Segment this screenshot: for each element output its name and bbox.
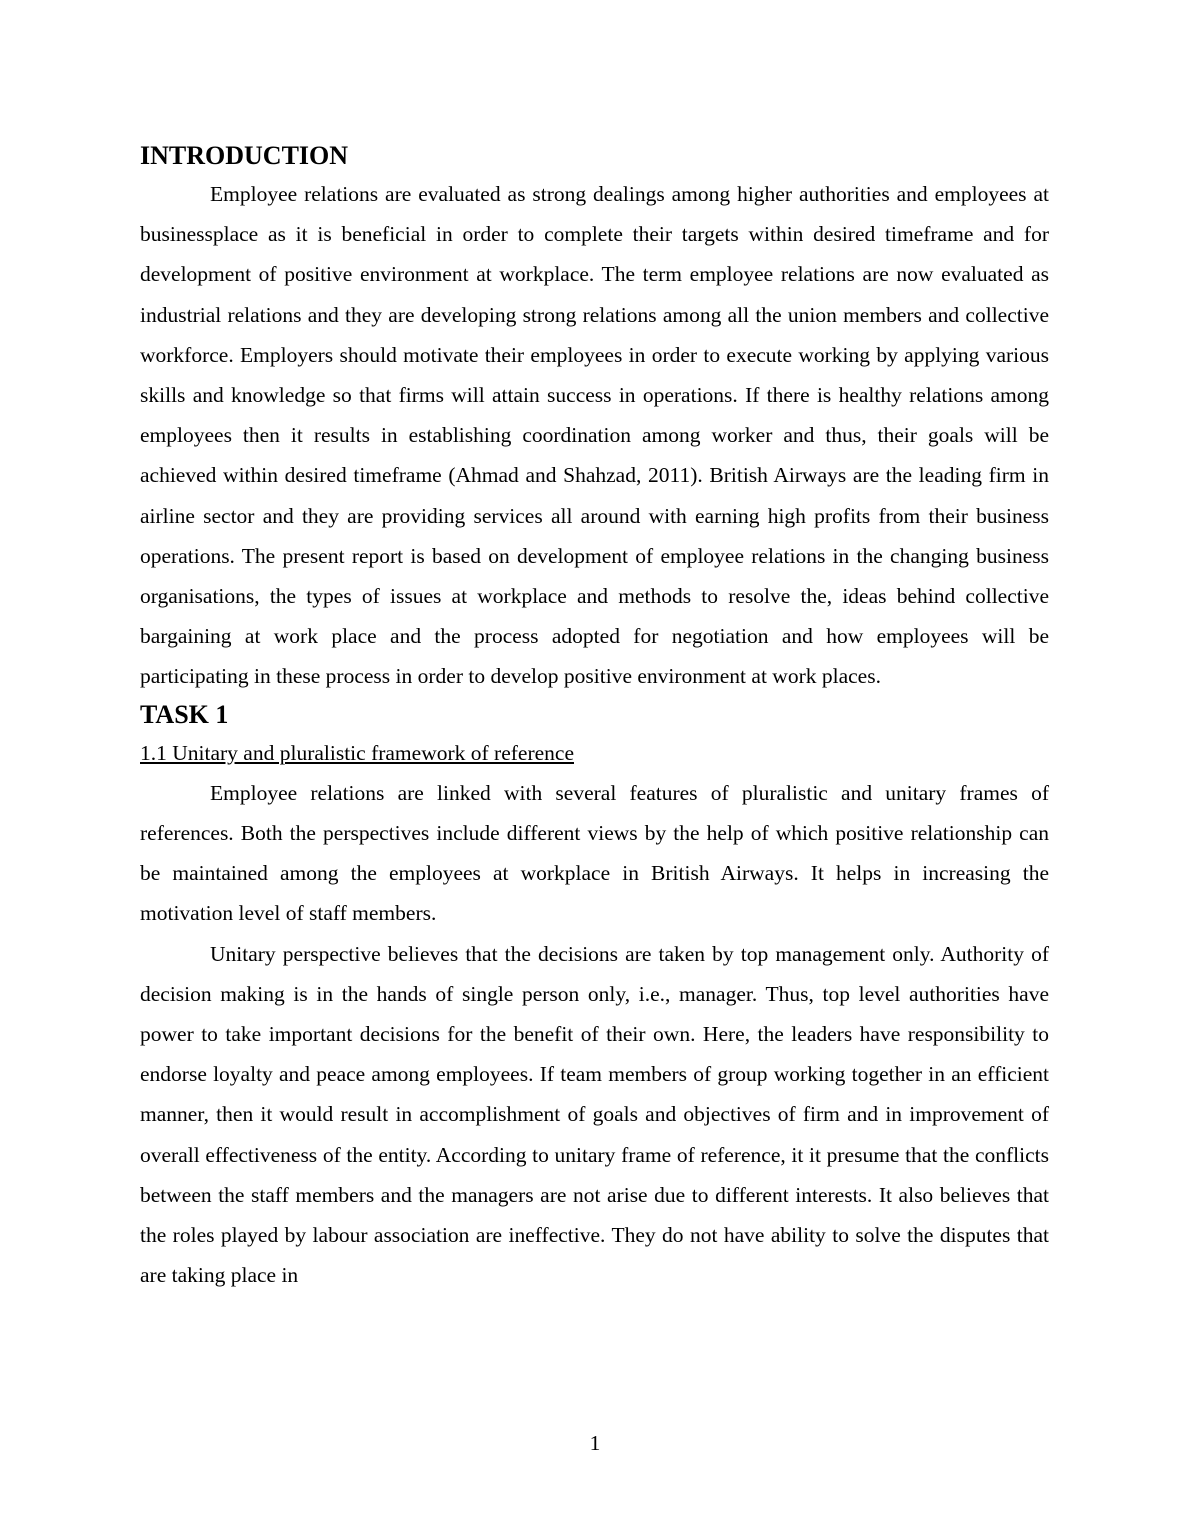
task-1-subheading: 1.1 Unitary and pluralistic framework of reference <box>140 740 574 765</box>
introduction-heading: INTRODUCTION <box>140 141 349 170</box>
page-number: 1 <box>589 1431 601 1455</box>
task-1-paragraph-unitary: Unitary perspective believes that the decisions are taken by top management only. Authority of decision making is in the hands of single person only, i.e., manager. Thus, top level authorities have power to take important decisions for the benefit of their own. Here, the leaders have responsibility to endorse loyalty and peace among employees. If team members of group working together in an efficient manner, then it would result in accomplishment of goals and objectives of firm and in improvement of overall effectiveness of the entity. According to unitary frame of reference, it it presume that the conflicts between the staff members and the managers are not arise due to different interests. It also believes that the roles played by labour association are ineffective. They do not have ability to solve the disputes that are taking place in <box>140 941 1049 1288</box>
introduction-paragraph: Employee relations are evaluated as strong dealings among higher authorities and employees at businessplace as it is beneficial in order to complete their targets within desired timeframe and for development of positive environment at workplace. The term employee relations are now evaluated as industrial relations and they are developing strong relations among all the union members and collective workforce. Employers should motivate their employees in order to execute working by applying various skills and knowledge so that firms will attain success in operations. If there is healthy relations among employees then it results in establishing coordination among worker and thus, their goals will be achieved within desired timeframe (Ahmad and Shahzad, 2011). British Airways are the leading firm in airline sector and they are providing services all around with earning high profits from their business operations. The present report is based on development of employee relations in the changing business organisations, the types of issues at workplace and methods to resolve the, ideas behind collective bargaining at work place and the process adopted for negotiation and how employees will be participating in these process in order to develop positive environment at work places. <box>140 182 1049 689</box>
task-1-heading: TASK 1 <box>140 699 229 729</box>
document-page <box>140 138 1049 1295</box>
task-1-paragraph-frames: Employee relations are linked with several features of pluralistic and unitary frames of references. Both the perspectives include different views by the help of which positive relationship can be maintained among the employees at workplace in British Airways. It helps in increasing the motivation level of staff members. <box>140 780 1049 926</box>
